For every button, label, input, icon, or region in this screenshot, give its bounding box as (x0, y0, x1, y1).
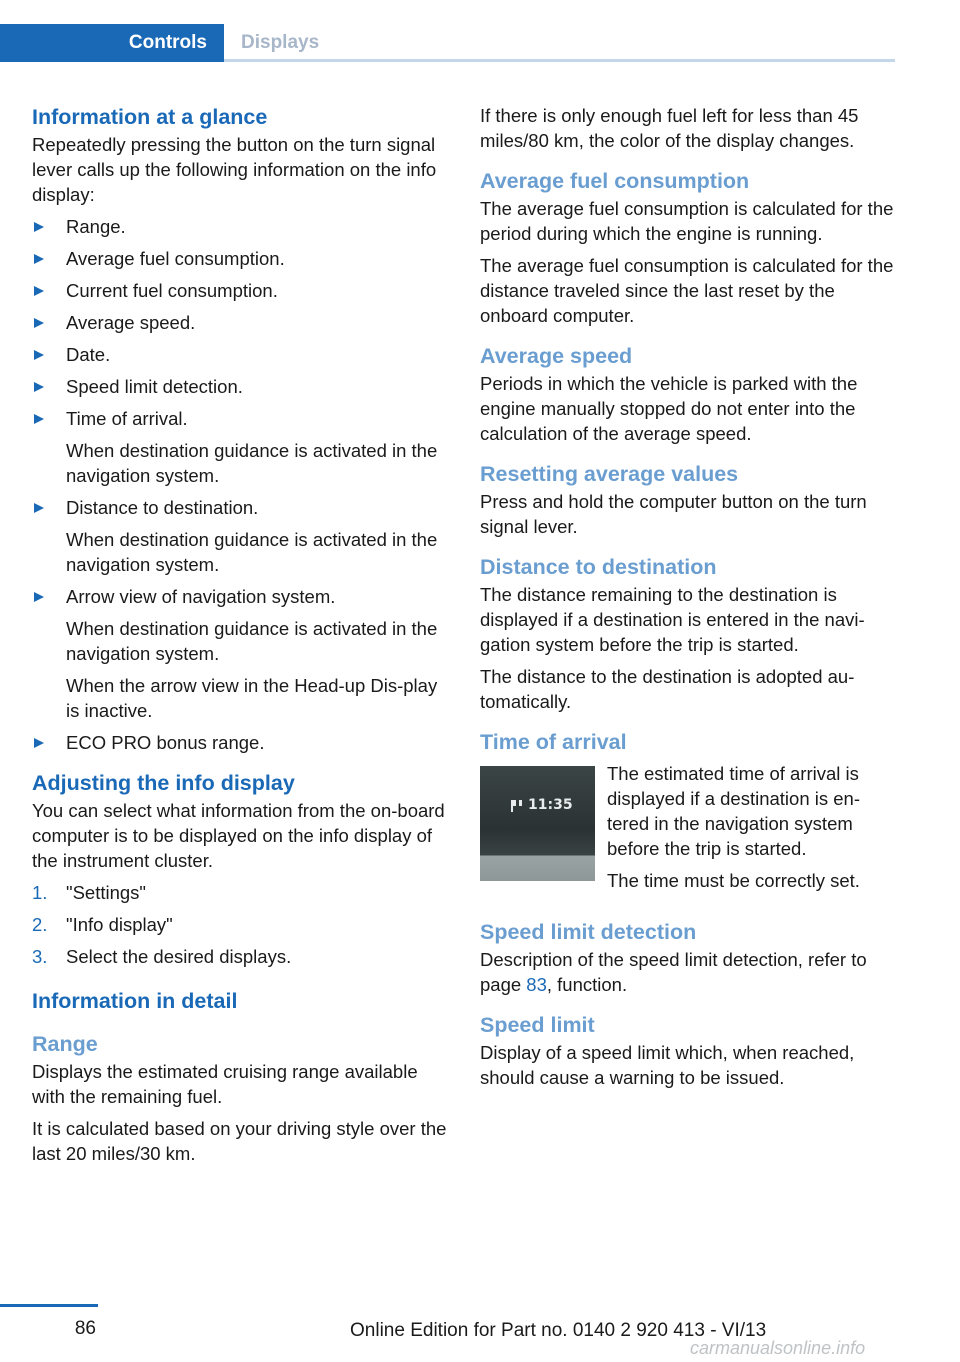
heading-distance-to-destination: Distance to destination (480, 555, 717, 579)
list-item-text: ECO PRO bonus range. (66, 732, 265, 753)
list-item (32, 246, 447, 271)
list-item (32, 310, 447, 335)
right-column (480, 103, 895, 1097)
heading-speed-limit-detection: Speed limit detection (480, 920, 697, 944)
list-item (32, 495, 447, 577)
step-item (32, 912, 447, 937)
watermark: carmanualsonline.info (690, 1338, 866, 1358)
steps-list (32, 880, 447, 969)
step-text: "Settings" (66, 882, 146, 903)
list-item-text: Speed limit detection. (66, 376, 243, 397)
paragraph-distance-2: The distance to the destination is adopted au-tomatically. (480, 666, 855, 712)
step-number: 2. (32, 914, 48, 935)
heading-adjusting-info-display: Adjusting the info display (32, 771, 295, 795)
list-item-text: Average speed. (66, 312, 196, 333)
list-item (32, 730, 447, 755)
heading-average-speed: Average speed (480, 344, 633, 368)
paragraph-adjust: You can select what information from the on-board computer is to be displayed on the info display of the instrument cluster. (32, 800, 445, 871)
step-number: 3. (32, 946, 48, 967)
tab-displays[interactable]: Displays (241, 32, 320, 53)
paragraph-arrival-1: The estimated time of arrival is displayed if a destination is en-tered in the navigation system before the trip is started. (607, 763, 860, 859)
paragraph-speed-detect (480, 947, 895, 997)
paragraph-speed-limit: Display of a speed limit which, when reached, should cause a warning to be issued. (480, 1042, 855, 1088)
list-item-note: When destination guidance is activated in the navigation system. (66, 529, 438, 575)
left-column (32, 103, 447, 1173)
info-bullet-list (32, 214, 447, 755)
paragraph-range-1: Displays the estimated cruising range available with the remaining fuel. (32, 1061, 418, 1107)
heading-average-fuel-consumption: Average fuel consumption (480, 169, 750, 193)
arrival-display-image (480, 766, 595, 881)
list-item-text: Range. (66, 216, 126, 237)
list-item-text: Time of arrival. (66, 408, 188, 429)
arrival-time-value: 11:35 (528, 797, 573, 813)
list-item-text: Date. (66, 344, 111, 365)
step-item (32, 880, 447, 905)
list-item (32, 374, 447, 399)
list-item (32, 342, 447, 367)
step-item (32, 944, 447, 969)
list-item (32, 406, 447, 488)
list-item-text: Distance to destination. (66, 497, 259, 518)
footer-divider (0, 1304, 98, 1307)
list-item (32, 584, 447, 723)
paragraph-avg-fuel-1: The average fuel consumption is calculated for the period during which the engine is running. (480, 198, 894, 244)
heading-range: Range (32, 1032, 98, 1056)
step-text: Select the desired displays. (66, 946, 292, 967)
paragraph-avg-fuel-2: The average fuel consumption is calculated for the distance traveled since the last reset by the onboard computer. (480, 255, 894, 326)
heading-information-in-detail: Information in detail (32, 989, 238, 1013)
list-item (32, 278, 447, 303)
heading-info-at-a-glance: Information at a glance (32, 105, 268, 129)
speed-detect-text: Description of the speed limit detection, refer to page (480, 949, 867, 995)
paragraph-arrival-2: The time must be correctly set. (607, 870, 860, 891)
list-item-note: When the arrow view in the Head-up Dis-play is inactive. (66, 675, 438, 721)
arrival-text (607, 761, 895, 900)
arrival-section (480, 761, 895, 900)
heading-speed-limit: Speed limit (480, 1013, 595, 1037)
step-number: 1. (32, 882, 48, 903)
step-text: "Info display" (66, 914, 173, 935)
heading-time-of-arrival: Time of arrival (480, 730, 627, 754)
destination-flag-icon (510, 800, 522, 812)
list-item-text: Arrow view of navigation system. (66, 586, 336, 607)
page-83-link[interactable]: 83 (526, 974, 547, 995)
paragraph-fuel-left: If there is only enough fuel left for less than 45 miles/80 km, the color of the display changes. (480, 105, 859, 151)
paragraph-range-2: It is calculated based on your driving style over the last 20 miles/30 km. (32, 1118, 447, 1164)
page-number: 86 (74, 1318, 96, 1339)
paragraph-glance: Repeatedly pressing the button on the turn signal lever calls up the following information on the info display: (32, 134, 437, 205)
list-item-text: Average fuel consumption. (66, 248, 285, 269)
paragraph-reset: Press and hold the computer button on the turn signal lever. (480, 491, 867, 537)
edition-note: Online Edition for Part no. 0140 2 920 413 - VI/13 (350, 1320, 767, 1341)
arrival-display-readout (510, 793, 573, 818)
header-divider (224, 59, 895, 62)
list-item (32, 214, 447, 239)
paragraph-avg-speed: Periods in which the vehicle is parked with the engine manually stopped do not enter into the calculation of the average speed. (480, 373, 858, 444)
page-header (0, 0, 895, 62)
heading-resetting-average-values: Resetting average values (480, 462, 739, 486)
list-item-note: When destination guidance is activated in the navigation system. (66, 618, 438, 664)
list-item-note: When destination guidance is activated in the navigation system. (66, 440, 438, 486)
list-item-text: Current fuel consumption. (66, 280, 278, 301)
speed-detect-text-end: , function. (546, 974, 628, 995)
tab-controls[interactable]: Controls (0, 24, 224, 62)
paragraph-distance-1: The distance remaining to the destination is displayed if a destination is entered in the navi-gation system before the trip is started. (480, 584, 865, 655)
